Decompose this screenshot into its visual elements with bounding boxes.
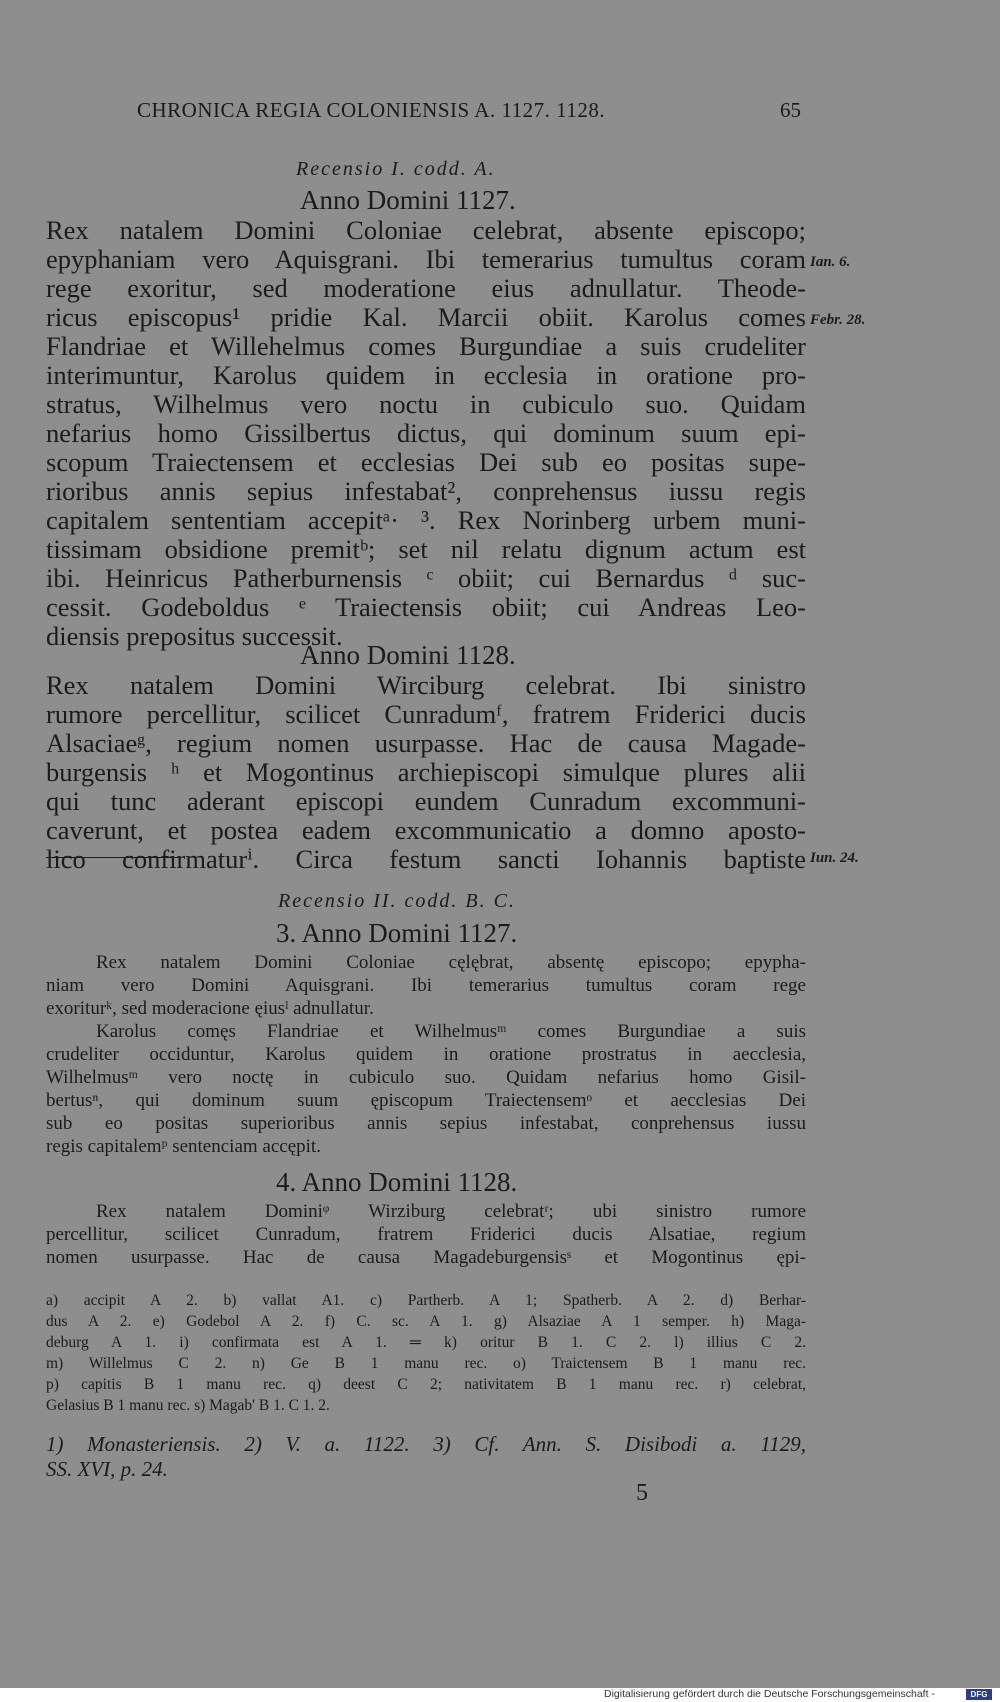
text-line: rege exoritur, sed moderatione eius adnullatur. Theode- xyxy=(46,273,806,303)
recensio-1-title: Recensio I. codd. A. xyxy=(296,158,496,180)
signature-mark: 5 xyxy=(636,1480,648,1506)
text-line: epyphaniam vero Aquisgrani. Ibi temerarius tumultus coram xyxy=(46,244,806,274)
text-line: ibi. Heinricus Patherburnensis ᶜ obiit; cui Bernardus ᵈ suc- xyxy=(46,563,806,593)
recensio-2-title: Recensio II. codd. B. C. xyxy=(278,890,516,912)
text-line: bertusⁿ, qui dominum suum ępiscopum Traiectensemᵒ et aecclesias Dei xyxy=(46,1090,806,1111)
text-line: cessit. Godeboldus ᵉ Traiectensis obiit; cui Andreas Leo- xyxy=(46,592,806,622)
recensio-1-year-1128: Anno Domini 1128. xyxy=(300,640,516,670)
footnote-line: SS. XVI, p. 24. xyxy=(46,1457,168,1481)
dfg-logo: DFG xyxy=(966,1689,992,1700)
section-divider xyxy=(46,857,181,858)
text-line: crudeliter occiduntur, Karolus quidem in oratione prostratus in aecclesia, xyxy=(46,1044,806,1065)
text-line: burgensis ʰ et Mogontinus archiepiscopi simulque plures alii xyxy=(46,757,806,787)
recensio-1-year-1127: Anno Domini 1127. xyxy=(300,185,516,215)
footnote-line: 1) Monasteriensis. 2) V. a. 1122. 3) Cf. Ann. S. Disibodi a. 1129, xyxy=(46,1432,806,1456)
page-number: 65 xyxy=(780,98,801,122)
apparatus-line: deburg A 1. i) confirmata est A 1. ═ k) oritur B 1. C 2. l) illius C 2. xyxy=(46,1334,806,1351)
recensio-2-year-1127: 3. Anno Domini 1127. xyxy=(276,918,518,948)
text-line: stratus, Wilhelmus vero noctu in cubiculo suo. Quidam xyxy=(46,389,806,419)
apparatus-line: Gelasius B 1 manu rec. s) Magab' B 1. C 1. 2. xyxy=(46,1397,330,1414)
margin-date-febr-28: Febr. 28. xyxy=(810,312,866,328)
running-title: CHRONICA REGIA COLONIENSIS A. 1127. 1128. xyxy=(137,98,606,122)
text-line: caverunt, et postea eadem excommunicatio a domno aposto- xyxy=(46,815,806,845)
text-line: sub eo positas superioribus annis sepius infestabat, conprehensus iussu xyxy=(46,1113,806,1134)
text-line: rioribus annis sepius infestabat², conprehensus iussu regis xyxy=(46,476,806,506)
text-line: scopum Traiectensem et ecclesias Dei sub eo positas supe- xyxy=(46,447,806,477)
apparatus-line: a) accipit A 2. b) vallat A1. c) Partherb. A 1; Spatherb. A 2. d) Berhar- xyxy=(46,1292,806,1309)
text-line: regis capitalemᵖ sentenciam accępit. xyxy=(46,1136,321,1157)
text-line: Alsaciaeᵍ, regium nomen usurpasse. Hac de causa Magade- xyxy=(46,728,806,758)
text-line: exoriturᵏ, sed moderacione ęiusˡ adnullatur. xyxy=(46,998,374,1019)
text-line: rumore percellitur, scilicet Cunradumᶠ, fratrem Friderici ducis xyxy=(46,699,806,729)
apparatus-line: p) capitis B 1 manu rec. q) deest C 2; nativitatem B 1 manu rec. r) celebrat, xyxy=(46,1376,806,1393)
text-line: lico confirmaturⁱ. Circa festum sancti Iohannis baptiste xyxy=(46,844,806,874)
funding-notice: Digitalisierung gefördert durch die Deutsche Forschungsgemeinschaft - xyxy=(604,1688,935,1700)
text-line: niam vero Domini Aquisgrani. Ibi temerarius tumultus coram rege xyxy=(46,975,806,996)
margin-date-ian-6: Ian. 6. xyxy=(810,254,851,270)
text-line: Wilhelmusᵐ vero noctę in cubiculo suo. Quidam nefarius homo Gisil- xyxy=(46,1067,806,1088)
text-line: nomen usurpasse. Hac de causa Magadeburgensisˢ et Mogontinus ępi- xyxy=(46,1247,806,1268)
text-line: qui tunc aderant episcopi eundem Cunradum excommuni- xyxy=(46,786,806,816)
text-line: capitalem sententiam accepitᵃ· ³. Rex Norinberg urbem muni- xyxy=(46,505,806,535)
text-line: Rex natalem Domini Coloniae cęlębrat, absentę episcopo; epypha- xyxy=(96,952,806,973)
apparatus-line: dus A 2. e) Godebol A 2. f) C. sc. A 1. g) Alsaziae A 1 semper. h) Maga- xyxy=(46,1313,806,1330)
text-line: Rex natalem Domini Wirciburg celebrat. Ibi sinistro xyxy=(46,670,806,700)
text-line: Karolus comęs Flandriae et Wilhelmusᵐ comes Burgundiae a suis xyxy=(96,1021,806,1042)
text-line: Rex natalem Domini Coloniae celebrat, absente episcopo; xyxy=(46,215,806,245)
text-line: diensis prepositus successit. xyxy=(46,621,343,651)
text-line: Flandriae et Willehelmus comes Burgundiae a suis crudeliter xyxy=(46,331,806,361)
text-line: Rex natalem Dominiᵠ Wirziburg celebratʳ; ubi sinistro rumore xyxy=(96,1201,806,1222)
text-line: interimuntur, Karolus quidem in ecclesia in oratione pro- xyxy=(46,360,806,390)
recensio-2-year-1128: 4. Anno Domini 1128. xyxy=(276,1167,518,1197)
text-line: tissimam obsidione premitᵇ; set nil relatu dignum actum est xyxy=(46,534,806,564)
text-line: ricus episcopus¹ pridie Kal. Marcii obiit. Karolus comes xyxy=(46,302,806,332)
text-line: nefarius homo Gissilbertus dictus, qui dominum suum epi- xyxy=(46,418,806,448)
text-line: percellitur, scilicet Cunradum, fratrem Friderici ducis Alsatiae, regium xyxy=(46,1224,806,1245)
apparatus-line: m) Willelmus C 2. n) Ge B 1 manu rec. o) Traictensem B 1 manu rec. xyxy=(46,1355,806,1372)
margin-date-iun-24: Iun. 24. xyxy=(810,850,859,866)
